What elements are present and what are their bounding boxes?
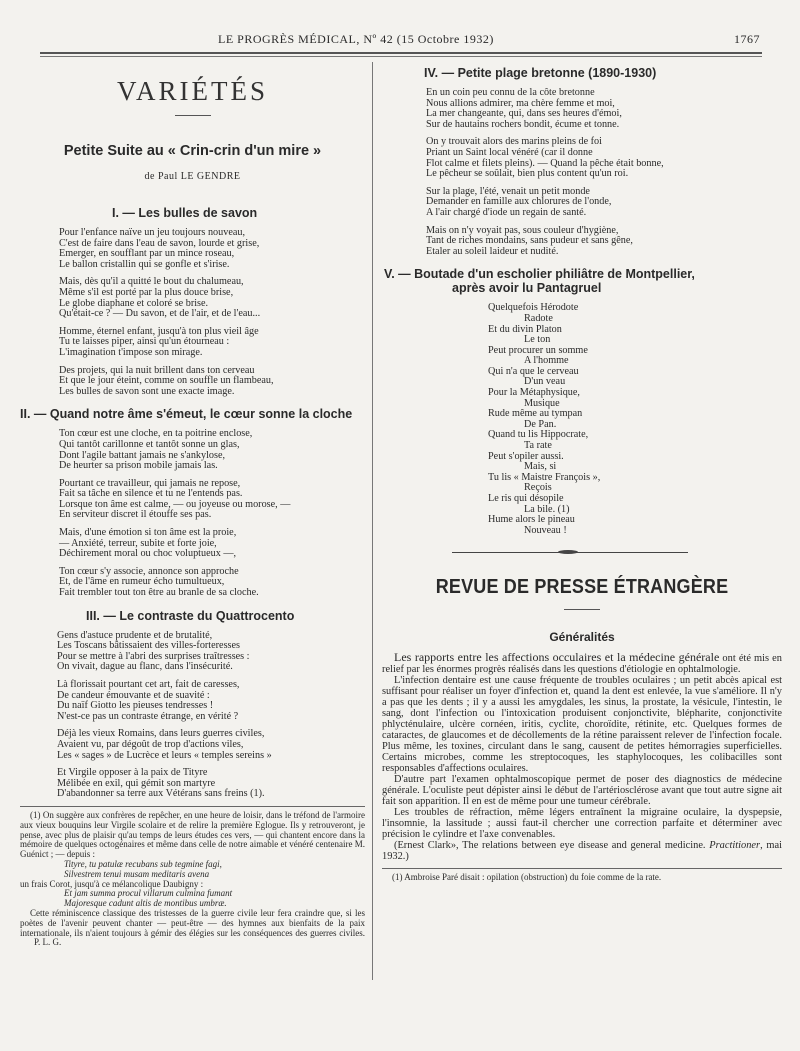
verse-line: Quelquefois Hérodote — [488, 302, 579, 314]
stanza: Là florissait pourtant cet art, fait de caresses, De candeur émouvante et de suavité : Du naïf Giotto les pieuses tendresses ! N'est-ce pas un contraste étrange, en vérité ? — [57, 679, 240, 722]
poem-3-title: III. — Le contraste du Quattrocento — [86, 608, 295, 623]
stanza: Ton cœur s'y associe, annonce son approche Et, de l'âme en rumeur écho tumultueux, Fait trembler tout ton être au branle de sa cloche. — [59, 565, 259, 599]
signature: P. L. G. — [34, 937, 62, 948]
poem-5-title: V. — Boutade d'un escholier philiâtre de Montpellier, — [384, 267, 695, 282]
verse-line: Radote — [524, 312, 553, 324]
stanza: Et Virgile opposer à la paix de Tityre Mélibée en exil, qui gémit son martyre D'abandonner sa terre aux Vétérans sans freins (1). — [57, 767, 265, 800]
verse-line: Hume alors le pineau — [488, 514, 575, 526]
poem-5-subtitle: après avoir lu Pantagruel — [452, 281, 602, 296]
running-header — [40, 32, 760, 48]
poem-1-title: I. — Les bulles de savon — [112, 206, 258, 220]
poem-2-title: II. — Quand notre âme s'émeut, le cœur sonne la cloche — [20, 407, 353, 422]
stanza: On y trouvait alors des marins pleins de foi Priant un Saint local vénéré (car il donne Flot calme et filets pleins). — Quand la pêche était bonne, Le pêcheur se soûlait, bien plus content qu'un roi. — [426, 136, 664, 180]
column-divider — [372, 62, 373, 980]
stanza: Ton cœur est une cloche, en ta poitrine enclose, Qui tantôt carillonne et tantôt sonne un glas, Dont l'agile battant jamais ne s'ankylose, De heurter sa prison mobile jamais las. — [59, 428, 253, 472]
verse-line: Le ton — [524, 334, 551, 346]
poem-4-title: IV. — Petite plage bretonne (1890-1930) — [424, 66, 657, 80]
byline: de Paul LE GENDRE — [144, 171, 241, 182]
article-lead: Les rapports entre les affections occulaires et la médecine générale — [394, 650, 720, 665]
verse-line: Le ris qui désopile — [488, 493, 564, 504]
stanza: Sur la plage, l'été, venait un petit monde Demander en famille aux chlorures de l'onde, A l'air chargé d'iode un regain de santé. — [426, 185, 612, 218]
suite-title: Petite Suite au « Crin-crin d'un mire » — [63, 143, 322, 159]
heading-rule — [564, 609, 600, 610]
verse-line: De Pan. — [524, 418, 557, 430]
header-rule-thin — [40, 56, 762, 57]
poem-5 — [488, 303, 782, 536]
footnote: (1) Ambroise Paré disait : opilation (obstruction) du foie comme de la rate. — [392, 872, 662, 883]
verse-line: Quand tu lis Hippocrate, — [488, 429, 589, 441]
verse-line: Ta rate — [524, 440, 552, 452]
stanza: Pourtant ce travailleur, qui jamais ne repose, Fait sa tâche en silence et tu ne l'entends pas. Lorsque ton âme est calme, — ou joyeuse ou morose, — En serviteur discret il étouffe ses pas. — [59, 477, 291, 521]
stanza: Pour l'enfance naïve un jeu toujours nouveau, C'est de faire dans l'eau de savon, lourde et grise, Emerger, en soufflant par un mince roseau, Le ballon cristallin qui se gonfle et s'irise. — [59, 227, 260, 270]
verse-line: Qui n'a que le cerveau — [488, 365, 579, 377]
footnote-rule — [382, 868, 782, 869]
heading-rule — [175, 115, 211, 116]
stanza: Homme, éternel enfant, jusqu'à ton plus vieil âge Tu te laisses piper, ainsi qu'un étourneau : L'imagination t'impose son mirage. — [59, 325, 259, 358]
verse-line: A l'homme — [524, 355, 569, 367]
verse-line: Musique — [524, 397, 560, 409]
left-column — [20, 62, 365, 948]
stanza: Déjà les vieux Romains, dans leurs guerres civiles, Avaient vu, par dégoût de trop d'actions viles, Les « sages » de Lucrèce et leurs « temples sereins » — [57, 728, 272, 761]
stanza: Gens d'astuce prudente et de brutalité, Les Toscans bâtissaient des villes-forteresses Pour se mettre à l'abri des surprises traîtresses : On vivait, dague au flanc, dans l'insécurité. — [57, 629, 250, 673]
stanza: Des projets, qui la nuit brillent dans ton cerveau Et que le jour éteint, comme on souffle un flambeau, Les bulles de savon sont une exacte image. — [59, 364, 274, 397]
verse-line: La bile. (1) — [524, 503, 570, 515]
verse-line: Mais, si — [524, 461, 557, 473]
stanza: Mais, dès qu'il a quitté le bout du chalumeau, Même s'il est porté par la plus douce brise, Le globe diaphane et coloré se brise. Qu'était-ce ? — Du savon, et de l'air, et de l'eau... — [59, 276, 261, 320]
subheading: Généralités — [549, 630, 615, 645]
right-column — [382, 62, 782, 883]
ornament-rule — [452, 550, 688, 556]
verse-line: D'un veau — [524, 376, 566, 388]
poem-4 — [426, 88, 782, 257]
verse-line: Peut s'opiler aussi. — [488, 450, 564, 462]
press-review-heading: REVUE DE PRESSE ÉTRANGÈRE — [435, 576, 729, 599]
article-body: Les rapports entre les affections occulaires et la médecine générale ont été mis en relief par les énormes progrès réalisés dans les questions d'étiologie en ophtalmologie. L'infection dentaire est une cause fréquente de troubles oculaires ; un petit abcès apical est suffisant pour réaliser un foyer d'infection et, quand la dent est enlevée, la vue s'améliore. Il n'y a pas que les dents ; il y a aussi les amygdales, les sinus, la prostate, la vésicule, l'intestin, le sang, dont l'infection ou l'intoxication produisent conjonctivite, blépharite, conjonctivite phlycténulaire, ulcère cornéen, iritis, cyclite, choroïdite, rétinite, etc. Quelques formes de cataractes, de glaucomes et de décollements de la rétine paraissent relever de l'infection focale. Plus même, les toxines, circulant dans le sang, causent de petites hémorragies superficielles. Certains microbes, comme les streptocoques, les staphylocoques, les colibacilles sont responsables d'affections oculaires. D'autre part l'examen ophtalmoscopique permet de poser des diagnostics de médecine générale. L'oculiste peut dépister ainsi le début de l'artériosclérose avant que tout autre signe ait fait son apparition. Il en est de même pour une tumeur cérébrale. Les troubles de réfraction, même légers entraînent la migraine oculaire, la dyspepsie, l'insomnie, la lassitude ; aussi faut-il chercher une correction parfaite et déterminer avec précision le cylindre et l'axe convenables. (Ernest Clark», The relations between eye disease and general medicine. Practitioner, mai 1932.) — [382, 650, 782, 863]
stanza: En un coin peu connu de la côte bretonne Nous allions admirer, ma chère femme et moi, La mer changeante, qui, dans ses heures d'émoi, Sur de hautains rochers bondit, écume et tonne. — [426, 87, 622, 130]
poem-3 — [57, 631, 365, 800]
footnote-rule — [20, 806, 365, 807]
verse-line: Et du divin Platon — [488, 323, 562, 335]
journal-title: LE PROGRÈS MÉDICAL, Nº 42 (15 Octobre 1932) — [218, 32, 494, 46]
verse-line: Peut procurer un somme — [488, 344, 588, 356]
verse-line: Tu lis « Maistre François », — [488, 471, 601, 483]
verse-line: Pour la Métaphysique, — [488, 387, 580, 399]
poem-2 — [59, 429, 365, 598]
verse-line: Rude même au tympan — [488, 408, 583, 420]
footnote: (1) On suggère aux confrères de repêcher, en une heure de loisir, dans le tréfond de l'armoire aux vieux bouquins leur Virgile scolaire et de relire la première Eglogue. Ils y retrouveront, je pense, avec plus de plaisir qu'au temps de leurs études ces vers, — qui chantent encore dans la mémoire de quelques octogénaires et même dans celle de notre aimable et vénéré centenaire M. Guénict ; — depuis : Tityre, tu patulæ recubans sub tegmine fagi, Silvestrem tenui musam meditaris avena un frais Corot, jusqu'à ce mélancolique Daubigny : Et jam summa procul villarum culmina fumant Majoresque cadunt altis de montibus umbræ. Cette réminiscence classique des tristesses de la guerre civile leur fera craindre que, si les poètes de l'avenir peuvent chanter — peut-être — des hymnes aux bienfaits de la paix internationale, ils n'aient toujours à gémir des élégies sur les conséquences des guerres civiles. P. L. G. — [20, 809, 365, 948]
header-rule — [40, 52, 762, 54]
verse-line: Reçois — [524, 482, 552, 494]
verse-line: Nouveau ! — [524, 524, 567, 536]
stanza: Mais, d'une émotion si ton âme est la proie, — Anxiété, terreur, subite et forte joie, Déchirement moral ou choc voluptueux —, — [59, 527, 237, 560]
section-heading: VARIÉTÉS — [116, 76, 268, 106]
poem-1 — [59, 228, 365, 397]
page-number: 1767 — [734, 32, 760, 46]
stanza: Mais on n'y voyait pas, sous couleur d'hygiène, Tant de riches mondains, sans pudeur et sans gêne, Etaler au soleil laideur et nudité. — [426, 224, 633, 257]
